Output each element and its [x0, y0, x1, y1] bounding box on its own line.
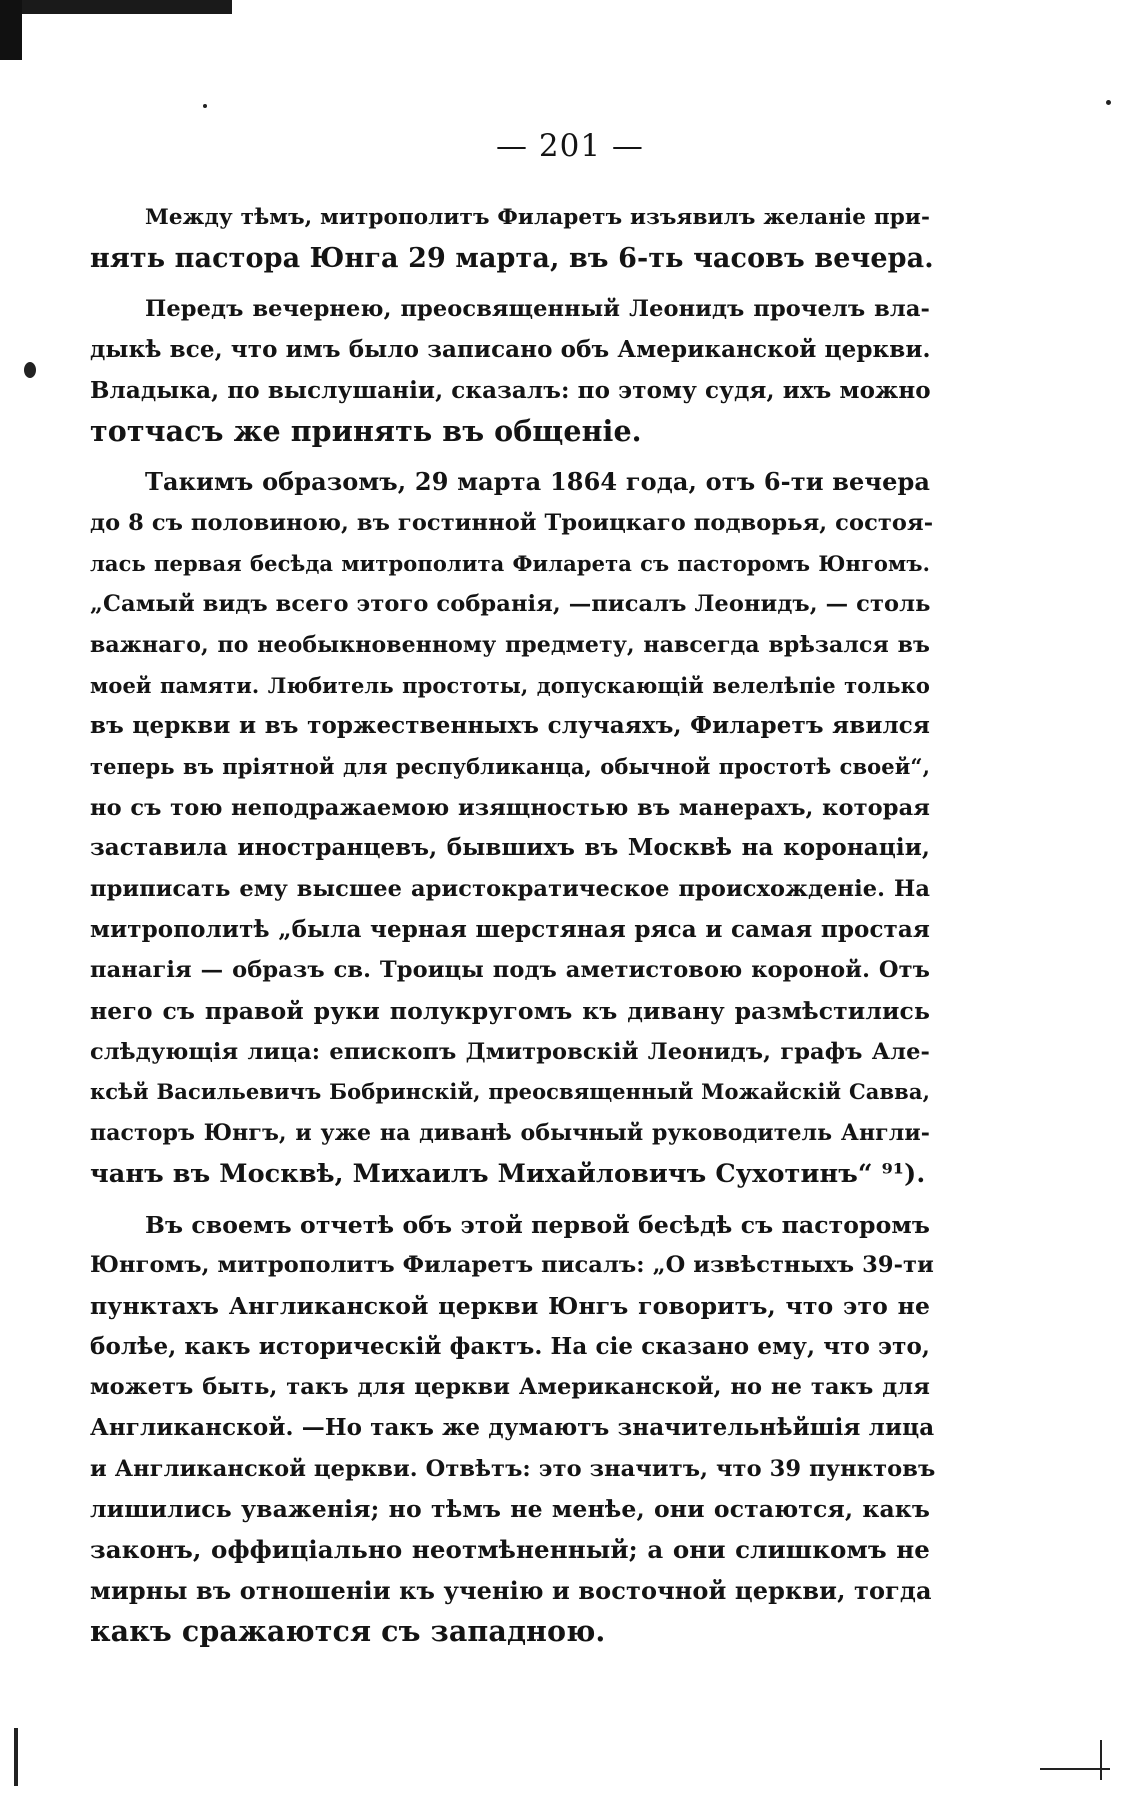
text-line: Передъ вечернею, преосвященный Леонидъ прочелъ вла-	[145, 296, 930, 323]
text-line: Между тѣмъ, митрополитъ Филаретъ изъявилъ желаніе при-	[145, 205, 930, 230]
paragraph	[90, 462, 934, 1194]
text-line: дыкѣ все, что имъ было записано объ Американской церкви.	[90, 336, 931, 364]
text-line: и Англиканской церкви. Отвѣтъ: это значитъ, что 39 пунктовъ	[90, 1455, 936, 1482]
scan-artifact-left-mark	[24, 362, 36, 378]
text-line: важнаго, по необыкновенному предмету, навсегда врѣзался въ	[90, 631, 930, 658]
text-line: пунктахъ Англиканской церкви Юнгъ говоритъ, что это не	[90, 1291, 930, 1320]
text-line: какъ сражаются съ западною.	[90, 1614, 606, 1649]
text-line: тотчасъ же принять въ общеніе.	[90, 414, 642, 449]
scan-artifact-dot-1	[203, 104, 207, 108]
text-line: Такимъ образомъ, 29 марта 1864 года, отъ 6-ти вечера	[145, 467, 930, 497]
text-line: но съ тою неподражаемою изящностью въ манерахъ, которая	[90, 794, 930, 821]
text-line: Юнгомъ, митрополитъ Филаретъ писалъ: „О извѣстныхъ 39-ти	[90, 1252, 934, 1279]
scan-artifact-top-left	[0, 0, 22, 60]
text-line: въ церкви и въ торжественныхъ случаяхъ, Филаретъ явился	[90, 712, 930, 740]
text-line: чанъ въ Москвѣ, Михаилъ Михайловичъ Сухотинъ“ ⁹¹).	[90, 1158, 926, 1189]
text-line: Въ своемъ отчетѣ объ этой первой бесѣдѣ съ пасторомъ	[145, 1210, 930, 1239]
text-line: „Самый видъ всего этого собранія, —писалъ Леонидъ, — столь	[90, 591, 931, 618]
text-line: пасторъ Юнгъ, и уже на диванѣ обычный руководитель Англи-	[90, 1120, 930, 1147]
text-line: него съ правой руки полукругомъ къ дивану размѣстились	[90, 997, 930, 1026]
text-line: Владыка, по выслушаніи, сказалъ: по этому судя, ихъ можно	[90, 376, 931, 404]
text-line: лишились уваженія; но тѣмъ не менѣе, они остаются, какъ	[90, 1495, 930, 1524]
text-line: можетъ быть, такъ для церкви Американской, но не такъ для	[90, 1374, 930, 1401]
text-line: ксѣй Васильевичъ Бобринскій, преосвященный Можайскій Савва,	[90, 1079, 930, 1105]
text-line: митрополитѣ „была черная шерстяная ряса и самая простая	[90, 915, 930, 943]
text-line: панагія — образъ св. Троицы подъ аметистовою короной. Отъ	[90, 957, 930, 984]
paragraph	[90, 198, 934, 279]
text-line: законъ, оффиціально неотмѣненный; а они слишкомъ не	[90, 1535, 930, 1564]
text-line: лась первая бесѣда митрополита Филарета съ пасторомъ Юнгомъ.	[90, 550, 930, 576]
body-text	[90, 198, 936, 1662]
text-line: нять пастора Юнга 29 марта, въ 6-ть часовъ вечера.	[90, 242, 934, 274]
text-line: до 8 съ половиною, въ гостинной Троицкаго подворья, состоя-	[90, 509, 934, 536]
page-number-header: — 201 —	[496, 128, 644, 164]
scan-artifact-bottom-left	[14, 1728, 18, 1786]
paragraph	[90, 1205, 936, 1653]
text-line: Англиканской. —Но такъ же думаютъ значительнѣйшія лица	[90, 1413, 935, 1441]
text-line: приписать ему высшее аристократическое происхожденіе. На	[90, 876, 930, 902]
paragraph	[90, 289, 930, 452]
scan-artifact-dot-2	[1106, 100, 1111, 105]
text-line: заставила иностранцевъ, бывшихъ въ Москвѣ на коронаціи,	[90, 834, 930, 862]
text-line: слѣдующія лица: епископъ Дмитровскій Леонидъ, графъ Але-	[90, 1038, 930, 1065]
scan-artifact-right-tick	[1100, 1740, 1102, 1780]
scan-artifact-top-edge	[22, 0, 232, 14]
text-line: теперь въ пріятной для республиканца, обычной простотѣ своей“,	[90, 753, 930, 779]
text-line: моей памяти. Любитель простоты, допускающій велелѣпіе только	[90, 672, 930, 698]
text-line: мирны въ отношеніи къ ученію и восточной церкви, тогда	[90, 1575, 932, 1605]
text-line: болѣе, какъ историческій фактъ. На сіе сказано ему, что это,	[90, 1332, 931, 1360]
